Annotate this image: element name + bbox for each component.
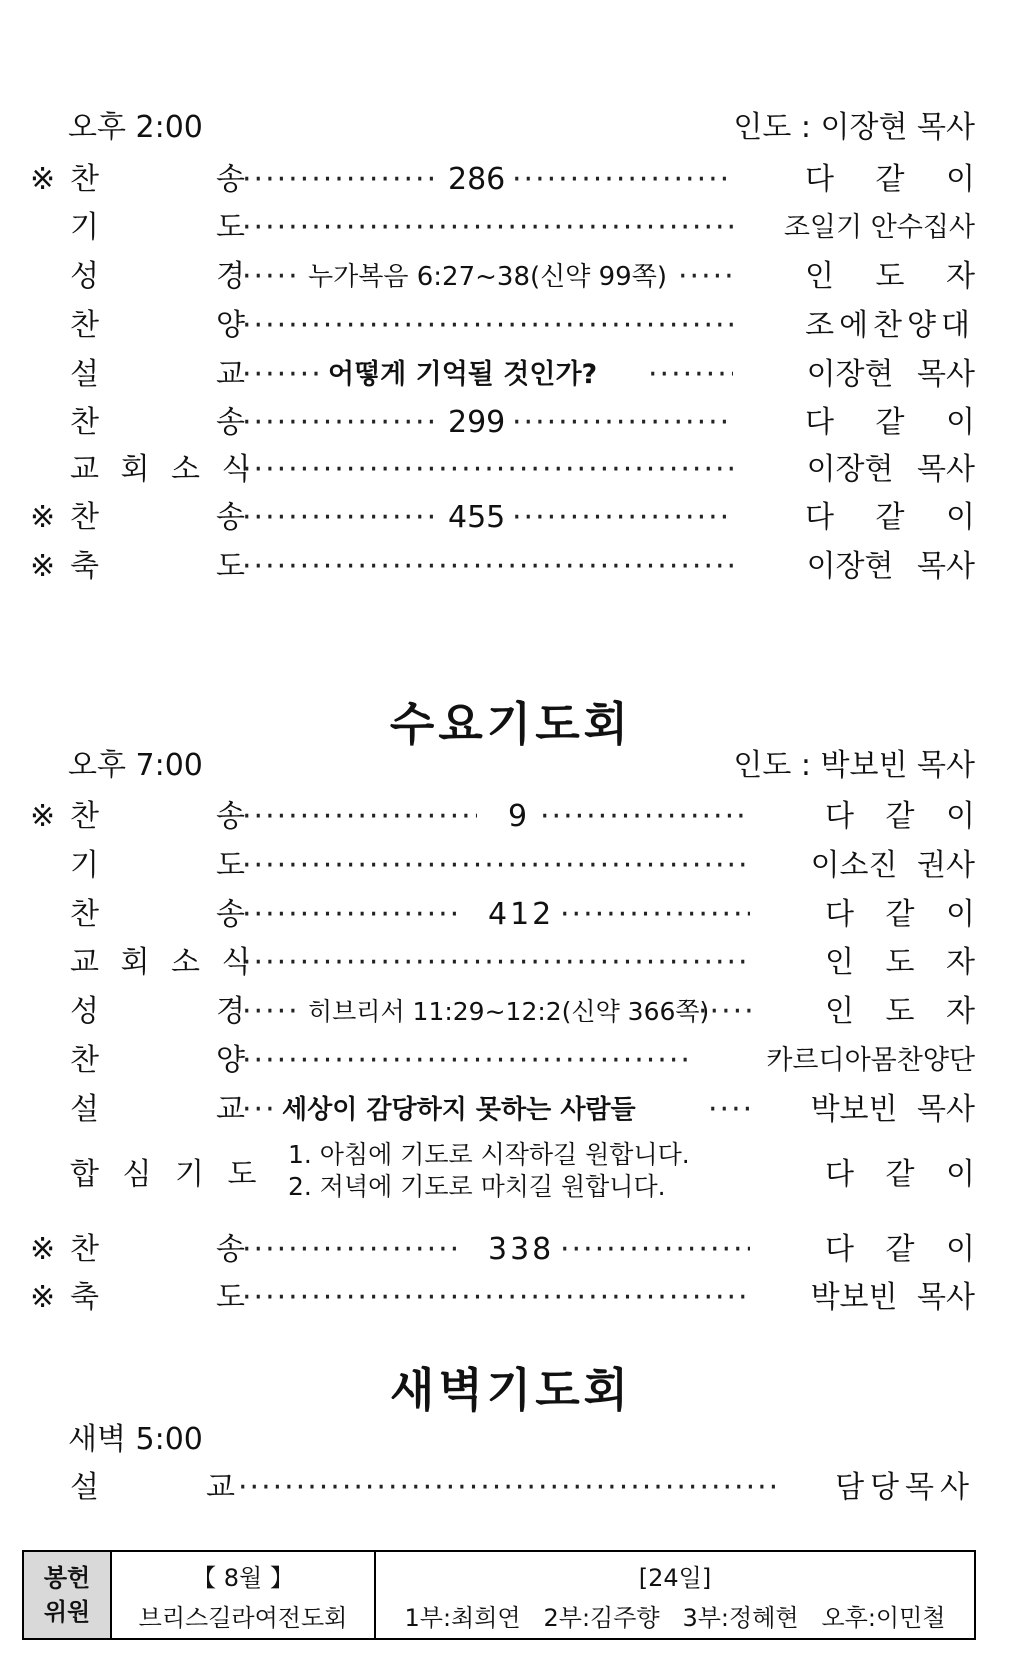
hymn-number: 412 [488, 897, 555, 932]
sermon-title: 세상이 감당하지 못하는 사람들 [282, 1095, 636, 1125]
row-label-second: 경 [216, 259, 245, 294]
row-label-first: 찬 [70, 162, 99, 197]
order-row [30, 158, 975, 202]
row-label-first: 성 [70, 994, 99, 1029]
sermon-title: 어떻게 기억될 것인가? [328, 359, 598, 390]
hymn-number: 338 [488, 1232, 555, 1267]
leader-dots [242, 255, 302, 299]
stand-mark: ※ [30, 799, 56, 834]
offering-committee-table [22, 1550, 976, 1640]
dawn-title: 새벽기도회 [389, 1363, 633, 1417]
leader-dots [512, 158, 727, 202]
leader-dots [242, 1276, 752, 1320]
leader-dots [242, 496, 437, 540]
row-label-second: 도 [216, 549, 245, 584]
row-label-first: 찬 [70, 500, 99, 535]
row-label-second: 송 [216, 1232, 245, 1267]
leader-dots [242, 158, 437, 202]
order-row [30, 941, 975, 985]
committee-assignments: 1부:최희연 2부:김주향 3부:정혜현 오후:이민철 [404, 1604, 946, 1632]
committee-day-cell [376, 1552, 974, 1638]
row-responsible: 이소진 권사 [810, 848, 975, 883]
row-label-second: 양 [216, 1043, 245, 1078]
row-responsible: 조에찬양대 [805, 308, 975, 343]
row-responsible: 조일기 안수집사 [783, 212, 975, 243]
leader-dots [708, 1088, 753, 1132]
hymn-number: 455 [448, 500, 506, 535]
row-label-first: 기 [70, 848, 99, 883]
row-label-second: 송 [216, 162, 245, 197]
unison-prayer-row [30, 1135, 975, 1215]
leader-dots [242, 1088, 277, 1132]
row-responsible: 카르디아몸찬양단 [766, 1045, 975, 1076]
order-row [30, 844, 975, 888]
committee-group: 브리스길라여전도회 [138, 1604, 348, 1632]
order-row [30, 893, 975, 937]
wednesday-title: 수요기도회 [389, 697, 633, 751]
committee-label-top: 봉헌 [43, 1564, 91, 1592]
leader-dots [238, 1466, 778, 1510]
stand-mark: ※ [30, 549, 56, 584]
row-label-first: 찬 [70, 1043, 99, 1078]
dawn-time: 새벽 5:00 [68, 1422, 203, 1457]
order-row [30, 1228, 975, 1272]
row-label-first: 설 [70, 357, 99, 392]
committee-day: [24일] [638, 1564, 712, 1592]
row-responsible: 다 같 이 [805, 162, 975, 197]
leader-dots [242, 206, 734, 250]
row-label-second: 도 [216, 210, 245, 245]
order-row [30, 1039, 975, 1083]
row-label-second: 교 [206, 1470, 235, 1505]
wednesday-time: 오후 7:00 [68, 748, 203, 783]
row-label-second: 교 [216, 357, 245, 392]
leader-dots [242, 941, 752, 985]
leader-dots [242, 353, 322, 397]
stand-mark: ※ [30, 162, 56, 197]
row-label-first: 축 [70, 1280, 99, 1315]
row-responsible: 다 같 이 [825, 1232, 975, 1267]
leader-dots [242, 401, 437, 445]
row-label-second: 송 [216, 897, 245, 932]
row-label-second: 도 [216, 1280, 245, 1315]
leader-dots [242, 545, 734, 589]
row-responsible: 다 같 이 [825, 799, 975, 834]
row-label-first: 설 [70, 1470, 99, 1505]
row-label-first: 합 심 기 도 [70, 1157, 257, 1192]
row-label-second: 송 [216, 500, 245, 535]
row-label-second: 송 [216, 405, 245, 440]
order-row [30, 206, 975, 250]
order-row [30, 353, 975, 397]
order-row [30, 401, 975, 445]
row-label-first: 교 회 소 식 [70, 945, 251, 980]
stand-mark: ※ [30, 500, 56, 535]
row-responsible: 인 도 자 [825, 994, 975, 1029]
leader-dots [242, 990, 302, 1034]
order-row [30, 795, 975, 839]
leader-dots [678, 255, 733, 299]
leader-dots [512, 496, 727, 540]
row-label-first: 찬 [70, 1232, 99, 1267]
leader-dots [648, 353, 733, 397]
row-responsible: 인 도 자 [805, 259, 975, 294]
order-row [30, 496, 975, 540]
row-label-first: 축 [70, 549, 99, 584]
leader-dots [540, 795, 750, 839]
scripture-reference: 히브리서 11:29~12:2(신약 366쪽) [308, 997, 710, 1026]
leader-dots [242, 304, 734, 348]
leader-dots [512, 401, 727, 445]
row-label-first: 찬 [70, 799, 99, 834]
order-row [30, 1276, 975, 1320]
committee-month-cell [112, 1552, 376, 1638]
order-row [30, 1466, 975, 1510]
scripture-reference: 누가복음 6:27~38(신약 99쪽) [308, 262, 667, 292]
leader-dots [242, 1228, 457, 1272]
leader-dots [242, 795, 477, 839]
afternoon-time: 오후 2:00 [68, 110, 203, 145]
row-responsible: 담당목사 [835, 1470, 975, 1505]
row-label-first: 찬 [70, 897, 99, 932]
row-label-second: 교 [216, 1092, 245, 1127]
row-responsible: 다 같 이 [825, 1157, 975, 1192]
row-responsible: 다 같 이 [805, 500, 975, 535]
stand-mark: ※ [30, 1232, 56, 1267]
row-label-first: 교 회 소 식 [70, 452, 251, 487]
order-row [30, 990, 975, 1034]
afternoon-leader: 인도 : 이장현 목사 [733, 110, 975, 145]
leader-dots [242, 844, 752, 888]
leader-dots [242, 893, 457, 937]
row-label-second: 경 [216, 994, 245, 1029]
prayer-line-2: 2. 저녁에 기도로 마치길 원합니다. [288, 1172, 666, 1201]
leader-dots [560, 893, 750, 937]
hymn-number: 9 [508, 799, 528, 834]
row-responsible: 이장현 목사 [806, 452, 975, 487]
committee-label-cell [24, 1552, 112, 1638]
row-label-first: 설 [70, 1092, 99, 1127]
leader-dots [242, 448, 734, 492]
committee-label-bottom: 위원 [43, 1598, 91, 1626]
leader-dots [560, 1228, 750, 1272]
row-responsible: 이장현 목사 [806, 549, 975, 584]
order-row [30, 448, 975, 492]
row-label-first: 성 [70, 259, 99, 294]
order-row [30, 304, 975, 348]
row-label-second: 도 [216, 848, 245, 883]
row-responsible: 박보빈 목사 [810, 1092, 975, 1127]
stand-mark: ※ [30, 1280, 56, 1315]
row-responsible: 박보빈 목사 [810, 1280, 975, 1315]
order-row [30, 255, 975, 299]
row-responsible: 인 도 자 [825, 945, 975, 980]
wednesday-leader: 인도 : 박보빈 목사 [733, 748, 975, 783]
leader-dots [698, 990, 753, 1034]
row-label-first: 기 [70, 210, 99, 245]
row-label-second: 양 [216, 308, 245, 343]
hymn-number: 299 [448, 405, 506, 440]
row-responsible: 다 같 이 [805, 405, 975, 440]
order-row [30, 1088, 975, 1132]
row-label-first: 찬 [70, 405, 99, 440]
committee-month: 【 8월 】 [192, 1564, 294, 1592]
row-label-second: 송 [216, 799, 245, 834]
row-responsible: 이장현 목사 [806, 357, 975, 392]
prayer-line-1: 1. 아침에 기도로 시작하길 원합니다. [288, 1140, 690, 1169]
hymn-number: 286 [448, 162, 506, 197]
row-label-first: 찬 [70, 308, 99, 343]
leader-dots [242, 1039, 692, 1083]
row-responsible: 다 같 이 [825, 897, 975, 932]
order-row [30, 545, 975, 589]
